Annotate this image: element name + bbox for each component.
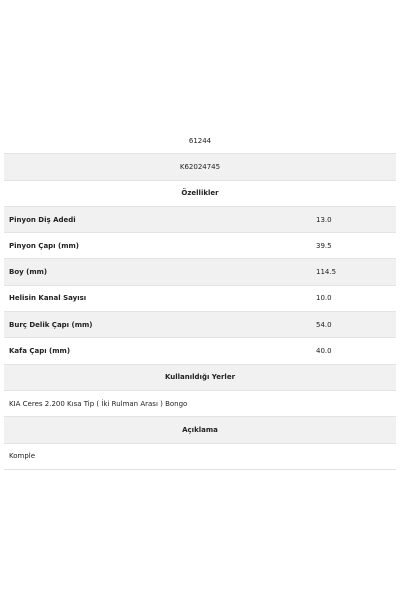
description-text: Komple [9, 452, 36, 461]
description-heading: Açıklama [182, 425, 218, 434]
product-code-row [4, 128, 396, 154]
product-reference: K62024745 [179, 162, 221, 171]
spec-label: Kafa Çapı (mm) [9, 347, 71, 356]
spec-value: 114.5 [316, 268, 337, 277]
usage-row [4, 391, 396, 417]
specs-heading-row [4, 181, 396, 207]
spec-label: Boy (mm) [9, 268, 48, 277]
spec-row [4, 259, 396, 285]
spec-value: 10.0 [316, 294, 332, 303]
product-spec-table [4, 128, 396, 470]
usage-heading-row [4, 365, 396, 391]
spec-row [4, 286, 396, 312]
spec-value: 39.5 [316, 241, 332, 250]
spec-row [4, 233, 396, 259]
description-row [4, 444, 396, 470]
spec-row [4, 338, 396, 364]
spec-label: Helisin Kanal Sayısı [9, 294, 87, 303]
specs-heading: Özellikler [181, 189, 219, 198]
spec-value: 54.0 [316, 320, 332, 329]
usage-text: KIA Ceres 2.200 Kısa Tip ( İki Rulman Arası ) Bongo [9, 399, 188, 408]
spec-label: Pinyon Çapı (mm) [9, 241, 79, 250]
spec-value: 13.0 [316, 215, 332, 224]
spec-label: Burç Delik Çapı (mm) [9, 320, 93, 329]
spec-label: Pinyon Diş Adedi [9, 215, 76, 224]
product-code: 61244 [188, 136, 212, 145]
spec-row [4, 312, 396, 338]
usage-heading: Kullanıldığı Yerler [164, 373, 236, 382]
spec-value: 40.0 [316, 347, 332, 356]
spec-row [4, 207, 396, 233]
product-reference-row [4, 154, 396, 180]
description-heading-row [4, 417, 396, 443]
